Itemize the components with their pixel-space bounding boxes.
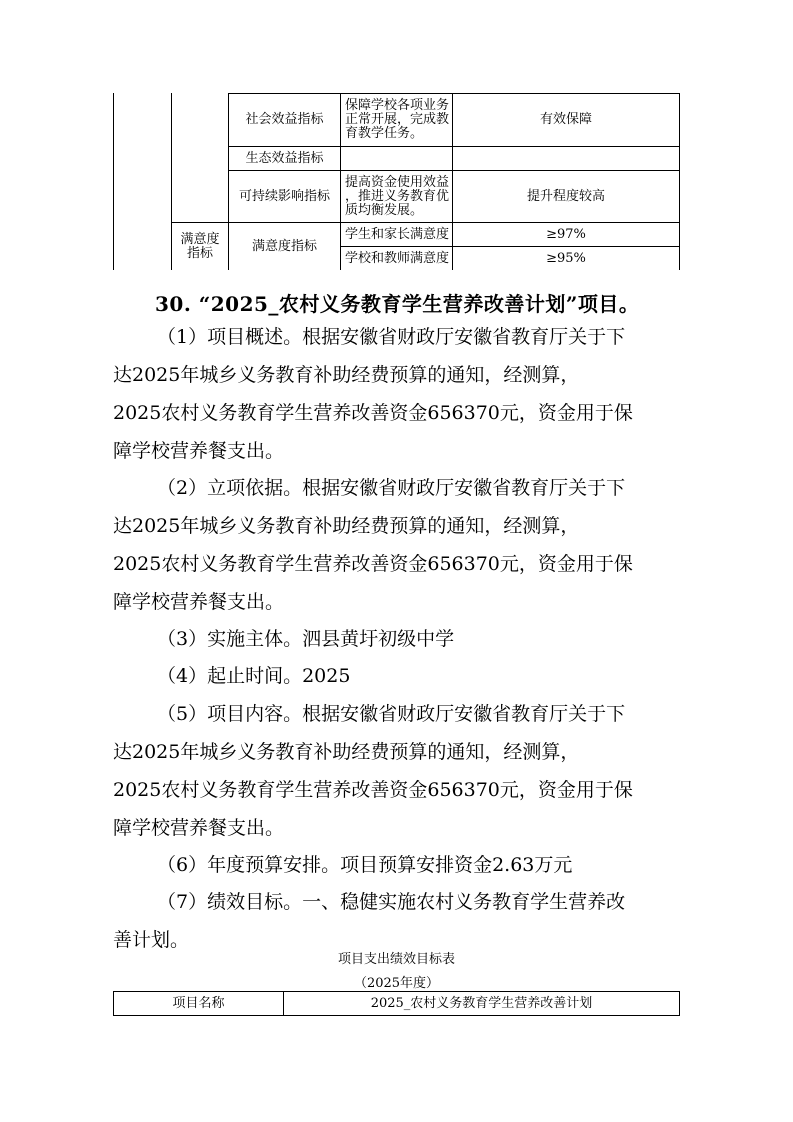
- paragraph-line: （7）绩效目标。一、稳健实施农村义务教育学生营养改: [157, 891, 626, 913]
- table-cell-value: 提升程度较高: [526, 188, 605, 204]
- category-line: 满意度: [180, 231, 220, 247]
- paragraph-line: 2025农村义务教育学生营养改善资金656370元，资金用于保: [113, 553, 633, 575]
- table-cell-category: [172, 223, 228, 270]
- paragraph-line: （2）立项依据。根据安徽省财政厅安徽省教育厅关于下: [157, 477, 626, 499]
- table-cell-indicator: 可持续影响指标: [238, 188, 330, 204]
- table-cell-value: ≥97%: [546, 226, 586, 242]
- paragraph-line: （1）项目概述。根据安徽省财政厅安徽省教育厅关于下: [157, 326, 626, 348]
- paragraph-line: 达2025年城乡义务教育补助经费预算的通知，经测算，: [113, 364, 580, 386]
- paragraph-line: 达2025年城乡义务教育补助经费预算的通知，经测算，: [113, 741, 580, 763]
- paragraph-line: （3）实施主体。泗县黄圩初级中学: [157, 628, 455, 650]
- paragraph-subject: [113, 620, 688, 658]
- table-cell-content: [341, 94, 452, 146]
- paragraph-line: 2025农村义务教育学生营养改善资金656370元，资金用于保: [113, 779, 633, 801]
- table-cell-indicator: 满意度指标: [251, 238, 317, 254]
- paragraph-line: （4）起止时间。2025: [157, 665, 351, 687]
- content-line: ，推进义务教育优: [345, 188, 450, 204]
- paragraph-line: 善计划。: [113, 929, 190, 951]
- table-cell-content: 学校和教师满意度: [345, 250, 450, 266]
- content-line: 质均衡发展。: [345, 202, 424, 218]
- table-cell-value: ≥95%: [546, 250, 586, 266]
- table-cell-value: 有效保障: [539, 112, 592, 127]
- paragraph-content: [113, 695, 688, 847]
- project-name-value: 2025_农村义务教育学生营养改善计划: [370, 995, 593, 1011]
- paragraph-line: 障学校营养餐支出。: [113, 817, 285, 839]
- paragraph-overview: [113, 318, 688, 470]
- table-title: 项目支出绩效目标表: [337, 952, 455, 967]
- table-cell-content: [341, 171, 452, 222]
- content-line: 提高资金使用效益: [345, 174, 450, 190]
- project-name-label: 项目名称: [172, 995, 225, 1011]
- content-line: 正常开展，完成教: [345, 112, 450, 127]
- paragraph-line: 障学校营养餐支出。: [113, 591, 285, 613]
- paragraph-line: 达2025年城乡义务教育补助经费预算的通知，经测算，: [113, 515, 580, 537]
- table-cell-indicator: 社会效益指标: [245, 112, 324, 127]
- paragraph-period: [113, 657, 688, 695]
- paragraph-basis: [113, 469, 688, 621]
- category-line: 指标: [186, 245, 213, 261]
- paragraph-line: （5）项目内容。根据安徽省财政厅安徽省教育厅关于下: [157, 703, 626, 725]
- section-heading: 30. “2025_农村义务教育学生营养改善计划”项目。: [155, 292, 640, 316]
- paragraph-budget: [113, 846, 688, 884]
- table-cell-content: 学生和家长满意度: [345, 226, 450, 242]
- table-year: （2025年度）: [353, 976, 440, 991]
- content-line: 育教学任务。: [345, 126, 424, 141]
- paragraph-line: （6）年度预算安排。项目预算安排资金2.63万元: [157, 854, 573, 876]
- table-cell-indicator: 生态效益指标: [245, 150, 324, 166]
- paragraph-line: 2025农村义务教育学生营养改善资金656370元，资金用于保: [113, 402, 633, 424]
- paragraph-line: 障学校营养餐支出。: [113, 440, 285, 462]
- content-line: 保障学校各项业务: [345, 98, 450, 113]
